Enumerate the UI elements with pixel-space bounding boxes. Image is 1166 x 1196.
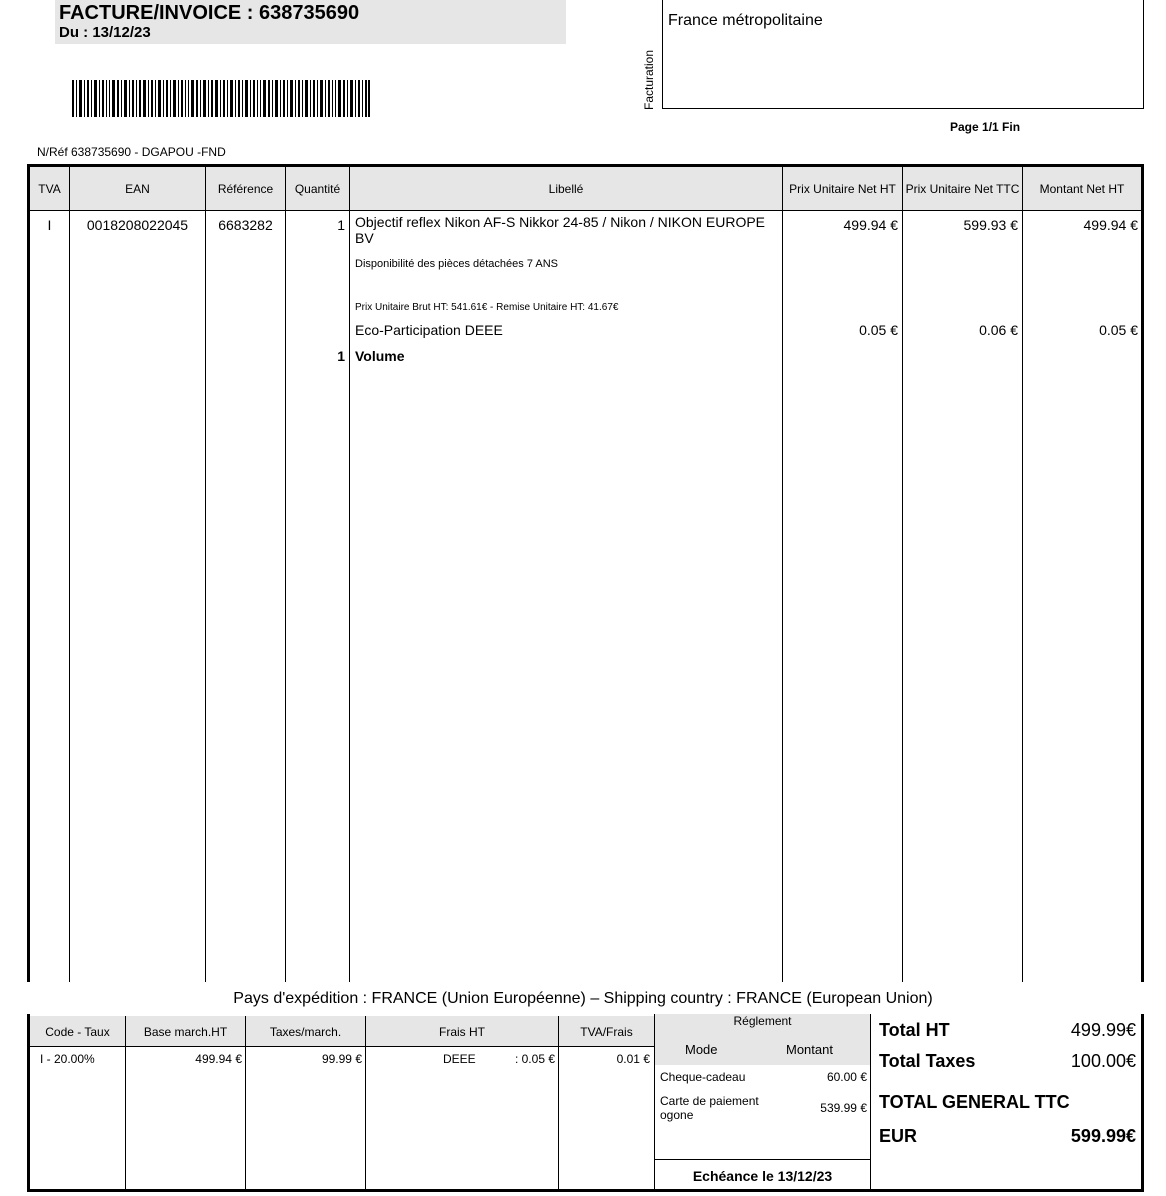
total-taxes-label: Total Taxes	[879, 1051, 976, 1071]
payment-mode-card-continued: ogone	[660, 1108, 694, 1122]
item-ean: 0018208022045	[86, 217, 189, 233]
volume-label: Volume	[355, 348, 405, 364]
billing-label: Facturation	[642, 49, 656, 110]
item-unit-net-ttc: 599.93 €	[963, 217, 1018, 233]
billing-address: France métropolitaine	[668, 12, 823, 29]
item-label-continued: BV	[355, 230, 374, 246]
tax-header-fee-tva: TVA/Frais	[580, 1024, 633, 1039]
fee-amount: : 0.05 €	[514, 1052, 555, 1066]
tax-header-taxes: Taxes/march.	[269, 1024, 342, 1039]
column-header-reference: Référence	[217, 181, 274, 196]
total-ht-label: Total HT	[879, 1020, 950, 1040]
tax-amount: 99.99 €	[321, 1052, 362, 1066]
tax-header-fees: Frais HT	[439, 1024, 485, 1039]
fee-tva: 0.01 €	[616, 1052, 650, 1066]
eco-amount-net-ht: 0.05 €	[1099, 322, 1138, 338]
item-amount-net-ht: 499.94 €	[1083, 217, 1138, 233]
item-unit-net-ht: 499.94 €	[843, 217, 898, 233]
payment-column-amount: Montant	[786, 1042, 833, 1057]
order-reference: N/Réf 638735690 - DGAPOU -FND	[37, 145, 226, 159]
item-quantity: 1	[337, 217, 345, 233]
page-number: Page 1/1 Fin	[950, 120, 1021, 134]
column-divider	[902, 166, 903, 982]
item-discount: Prix Unitaire Brut HT: 541.61€ - Remise Unitaire HT: 41.67€	[355, 302, 619, 313]
volume-quantity: 1	[337, 348, 345, 364]
column-divider	[69, 166, 70, 982]
column-header-unit-net-ttc: Prix Unitaire Net TTC	[905, 181, 1020, 196]
payment-column-mode: Mode	[685, 1042, 718, 1057]
footer-bottom-border	[27, 1189, 1144, 1192]
column-divider	[205, 166, 206, 982]
invoice-title: FACTURE/INVOICE : 638735690	[59, 2, 360, 24]
column-divider	[285, 166, 286, 982]
column-header-tva: TVA	[38, 181, 61, 196]
item-tva: I	[47, 217, 52, 233]
payment-left-divider	[654, 1014, 655, 1190]
total-taxes-value: 100.00€	[1070, 1051, 1136, 1071]
column-header-ean: EAN	[125, 181, 150, 196]
column-header-quantity: Quantité	[294, 181, 341, 196]
table-right-border	[1141, 164, 1144, 982]
payment-due-divider	[655, 1159, 870, 1160]
table-left-border	[27, 164, 30, 982]
column-divider	[782, 166, 783, 982]
payment-amount-gift-card: 60.00 €	[826, 1070, 867, 1084]
column-divider	[349, 166, 350, 982]
shipping-country: Pays d'expédition : FRANCE (Union Européenne) – Shipping country : FRANCE (European Union)	[233, 990, 933, 1007]
barcode-image	[72, 80, 370, 117]
column-divider	[1022, 166, 1023, 982]
column-header-unit-net-ht: Prix Unitaire Net HT	[789, 181, 896, 196]
tax-code: I - 20.00%	[40, 1052, 95, 1066]
payment-mode-gift-card: Cheque-cadeau	[660, 1070, 746, 1084]
fee-name: DEEE	[443, 1052, 476, 1066]
column-header-label: Libellé	[548, 181, 584, 196]
column-header-amount-net-ht: Montant Net HT	[1039, 181, 1125, 196]
eco-unit-net-ht: 0.05 €	[859, 322, 898, 338]
total-ht-value: 499.99€	[1070, 1020, 1136, 1040]
footer-right-border	[1141, 1014, 1144, 1192]
item-reference: 6683282	[218, 217, 273, 233]
item-availability: Disponibilité des pièces détachées 7 ANS	[355, 258, 559, 270]
payment-due-date: Echéance le 13/12/23	[692, 1168, 833, 1184]
total-currency: EUR	[879, 1126, 918, 1146]
total-general-label: TOTAL GENERAL TTC	[879, 1092, 1070, 1112]
eco-unit-net-ttc: 0.06 €	[979, 322, 1018, 338]
payment-mode-card: Carte de paiement	[660, 1094, 759, 1108]
payment-right-divider	[870, 1014, 871, 1190]
tax-base: 499.94 €	[195, 1052, 242, 1066]
payment-title: Réglement	[733, 1014, 792, 1028]
tax-header-base: Base march.HT	[143, 1024, 228, 1039]
tax-header-code: Code - Taux	[45, 1024, 110, 1039]
item-label: Objectif reflex Nikon AF-S Nikkor 24-85 / Nikon / NIKON EUROPE	[355, 214, 766, 230]
invoice-date: Du : 13/12/23	[59, 24, 151, 41]
total-general-value: 599.99€	[1070, 1126, 1136, 1146]
payment-amount-card: 539.99 €	[820, 1101, 867, 1115]
eco-label: Eco-Participation DEEE	[355, 322, 503, 338]
